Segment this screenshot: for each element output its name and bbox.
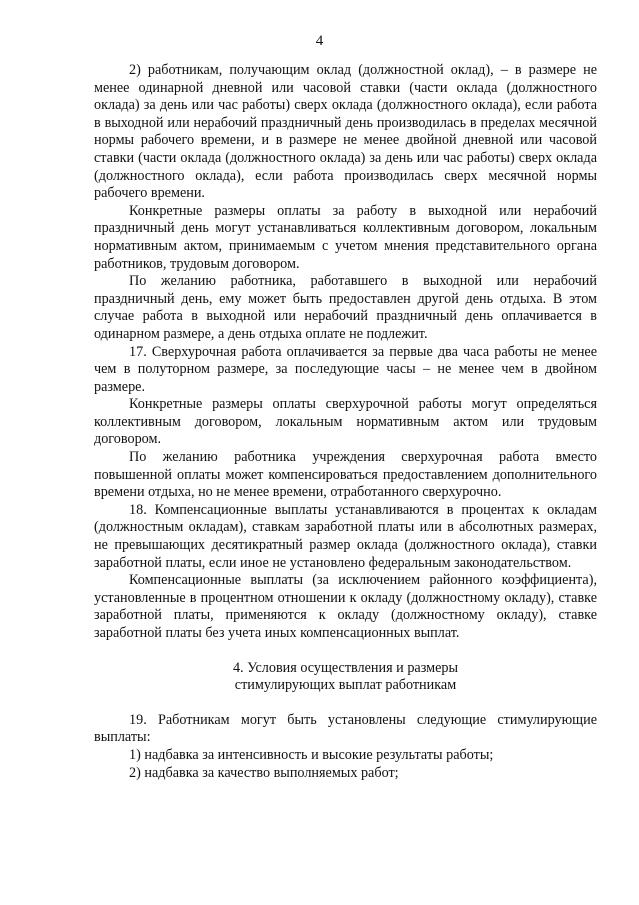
page-number: 4: [315, 33, 324, 49]
paragraph-specific-holiday-pay: Конкретные размеры оплаты за работу в выходной или нерабочий праздничный день могут устанавливаться коллективным договором, локальным нормативным актом, принимаемым с учетом мнения представительного органа работников, трудовым договором.: [94, 202, 597, 272]
paragraph-work-payment-salaried: 2) работникам, получающим оклад (должностной оклад), – в размере не менее одинарной дневной или часовой ставки (части оклада (должностного оклада) за день или час работы) сверх оклада (должностного оклада), если работа в выходной или нерабочий праздничный день производилась в пределах месячной нормы рабочего времени, и в размере не менее двойной дневной или часовой ставки (части оклада (должностного оклада) за день или час работы) сверх оклада (должностного оклада), если работа производилась сверх месячной нормы рабочего времени.: [94, 62, 597, 202]
section-heading-line-2: стимулирующих выплат работникам: [234, 677, 457, 694]
paragraph-compensation-percent: Компенсационные выплаты (за исключением районного коэффициента), установленные в процентном отношении к окладу (должностному окладу), ставке заработной платы, применяются к окладу (должностному окладу), ставке заработной платы без учета иных компенсационных выплат.: [94, 572, 597, 641]
paragraph-item-17-overtime: 17. Сверхурочная работа оплачивается за первые два часа работы не менее чем в полуторном размере, за последующие часы – не менее чем в двойном размере.: [94, 343, 597, 395]
document-body: [94, 62, 597, 782]
paragraph-day-off-option: По желанию работника, работавшего в выходной или нерабочий праздничный день, ему может быть предоставлен другой день отдыха. В этом случае работа в выходной или нерабочий праздничный день оплачивается в одинарном размере, а день отдыха оплате не подлежит.: [94, 273, 597, 342]
section-heading: [94, 660, 597, 695]
paragraph-item-19-incentives: 19. Работникам могут быть установлены следующие стимулирующие выплаты:: [94, 711, 597, 746]
paragraph-overtime-rest-time: По желанию работника учреждения сверхурочная работа вместо повышенной оплаты может компенсироваться предоставлением дополнительного времени отдыха, но не менее времени, отработанного сверхурочно.: [94, 449, 597, 501]
paragraph-item-18-compensation: 18. Компенсационные выплаты устанавливаются в процентах к окладам (должностным окладам), ставкам заработной платы или в абсолютных размерах, не превышающих десятикратный размер оклада (должностного оклада), ставки заработной платы, если иное не установлено федеральным законодательством.: [94, 501, 597, 571]
list-item-quality-bonus: 2) надбавка за качество выполняемых работ;: [129, 764, 399, 781]
section-heading-line-1: 4. Условия осуществления и размеры: [232, 659, 459, 676]
list-item-intensity-bonus: 1) надбавка за интенсивность и высокие результаты работы;: [129, 746, 494, 763]
paragraph-specific-overtime-pay: Конкретные размеры оплаты сверхурочной работы могут определяться коллективным договором, локальным нормативным актом или трудовым договором.: [94, 396, 597, 448]
